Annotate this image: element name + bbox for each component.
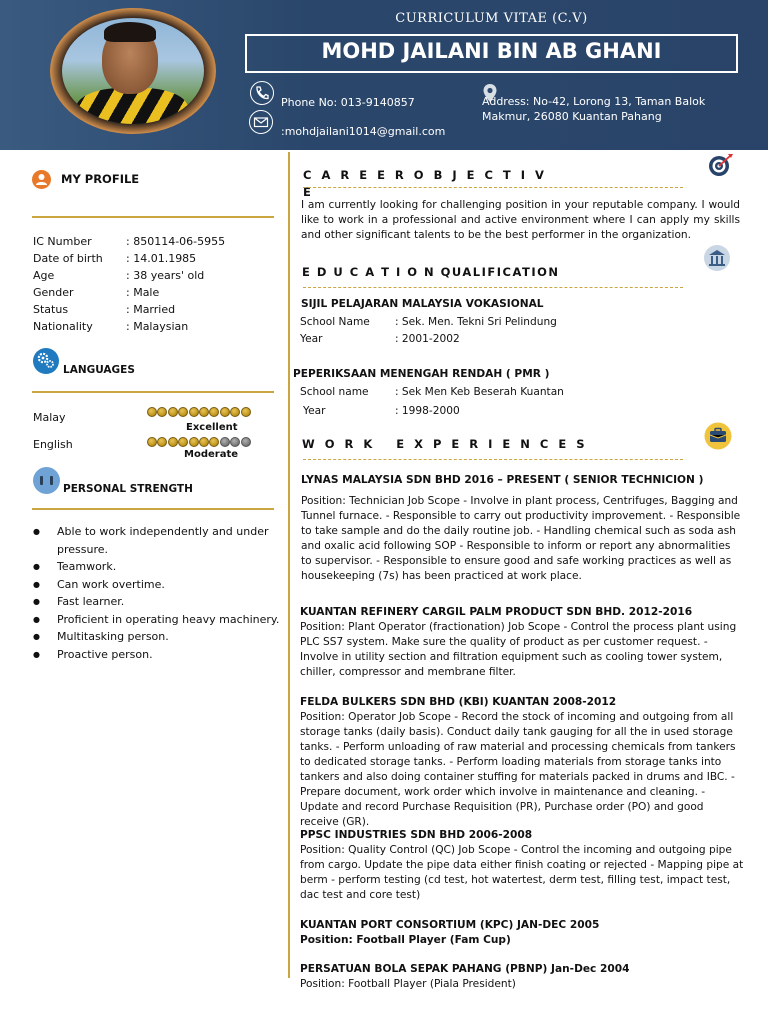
job-entry-3 bbox=[300, 695, 743, 830]
job-entry-5 bbox=[300, 918, 743, 948]
language-level-english: Moderate bbox=[184, 449, 239, 460]
rating-dot-filled bbox=[157, 407, 167, 417]
work-divider bbox=[303, 459, 683, 460]
work-title: W O R K E X P E R I E N C E S bbox=[302, 437, 588, 451]
strength-item: ● Teamwork. bbox=[33, 558, 283, 576]
rating-dot-empty bbox=[220, 437, 230, 447]
strength-item: ● Proactive person. bbox=[33, 646, 283, 664]
strength-title: PERSONAL STRENGTH bbox=[63, 483, 193, 495]
strength-icon bbox=[33, 467, 60, 494]
rating-dot-filled bbox=[189, 407, 199, 417]
photo-hair bbox=[104, 22, 156, 42]
profile-label: Status bbox=[33, 303, 69, 316]
target-icon bbox=[706, 152, 736, 178]
email-icon bbox=[249, 110, 273, 134]
email-address: :mohdjailani1014@gmail.com bbox=[281, 125, 446, 138]
rating-dot-filled bbox=[220, 407, 230, 417]
strength-item: ● Able to work independently and under pressure. bbox=[33, 523, 283, 558]
strength-list bbox=[33, 523, 283, 663]
education-heading-1: SIJIL PELAJARAN MALAYSIA VOKASIONAL bbox=[301, 298, 544, 310]
name-box bbox=[245, 34, 738, 73]
education-school-2: : Sek Men Keb Beserah Kuantan bbox=[395, 386, 564, 398]
education-year-2: : 1998-2000 bbox=[395, 405, 460, 417]
profile-value: : 38 years' old bbox=[126, 269, 205, 282]
strength-item: ● Multitasking person. bbox=[33, 628, 283, 646]
user-icon bbox=[32, 170, 51, 189]
profile-value: : Married bbox=[126, 303, 176, 316]
language-level-malay: Excellent bbox=[186, 422, 238, 433]
career-title-line1: C A R E E R O B J E C T I V bbox=[303, 168, 547, 182]
rating-dot-filled bbox=[199, 437, 209, 447]
job-body-4: Position: Quality Control (QC) Job Scope - Control the incoming and outgoing pipe from cargo. Update the pipe data either finish coating or rejected - Mapping pipe at berm - perform testing (cd test, hot watertest, derm test, filling test, impact test, dac test and core test) bbox=[300, 844, 744, 901]
education-title: E D U C A T I O N QUALIFICATION bbox=[302, 265, 560, 279]
briefcase-icon bbox=[703, 422, 733, 450]
profile-divider bbox=[32, 216, 274, 218]
job-title-6: PERSATUAN BOLA SEPAK PAHANG (PBNP) Jan-Dec 2004 bbox=[300, 963, 630, 975]
address-line-2: Makmur, 26080 Kuantan Pahang bbox=[482, 110, 662, 123]
rating-dot-filled bbox=[189, 437, 199, 447]
education-school-label-2: School name bbox=[300, 386, 369, 398]
education-year-1: : 2001-2002 bbox=[395, 333, 460, 345]
job-entry-4 bbox=[300, 828, 747, 903]
language-name-english: English bbox=[33, 438, 73, 451]
rating-dot-filled bbox=[178, 437, 188, 447]
profile-value: : Male bbox=[126, 286, 160, 299]
education-divider bbox=[303, 287, 683, 288]
institution-icon bbox=[703, 244, 731, 272]
strength-divider bbox=[32, 508, 274, 510]
job-entry-6 bbox=[300, 962, 743, 992]
gears-icon bbox=[33, 348, 59, 374]
job-body-1: Position: Technician Job Scope - Involve in plant process, Centrifuges, Bagging and Tunnel furnace. - Responsible to carry out productivity improvement. - Responsible to take sample and do the daily routine job. - Handling chemical such as soda ash and oxalic acid following SOP - Responsible to inform or report any abnormalities to supervisor. - Responsible to ensure good and safe working practices as well as housekeeping (7s) has been practiced at work place. bbox=[301, 495, 741, 582]
profile-label: Age bbox=[33, 269, 55, 282]
language-rating-english bbox=[147, 437, 251, 447]
profile-photo bbox=[62, 18, 204, 124]
job-title-3: FELDA BULKERS SDN BHD (KBI) KUANTAN 2008-2012 bbox=[300, 696, 617, 708]
education-heading-2: PEPERIKSAAN MENENGAH RENDAH ( PMR ) bbox=[293, 368, 550, 380]
cv-label: CURRICULUM VITAE (C.V) bbox=[395, 11, 588, 26]
column-divider bbox=[288, 152, 290, 978]
profile-title: MY PROFILE bbox=[61, 172, 140, 186]
language-rating-malay bbox=[147, 407, 251, 417]
phone-icon bbox=[250, 81, 274, 105]
job-title-5: KUANTAN PORT CONSORTIUM (KPC) JAN-DEC 2005 bbox=[300, 919, 600, 931]
profile-value: : 850114-06-5955 bbox=[126, 235, 226, 248]
job-title-2: KUANTAN REFINERY CARGIL PALM PRODUCT SDN BHD. 2012-2016 bbox=[300, 606, 693, 618]
education-year-label-1: Year bbox=[300, 333, 323, 345]
rating-dot-filled bbox=[199, 407, 209, 417]
rating-dot-filled bbox=[178, 407, 188, 417]
education-school-1: : Sek. Men. Tekni Sri Pelindung bbox=[395, 316, 557, 328]
languages-title: LANGUAGES bbox=[63, 364, 135, 376]
strength-item: ● Can work overtime. bbox=[33, 576, 283, 594]
rating-dot-filled bbox=[209, 437, 219, 447]
rating-dot-empty bbox=[230, 437, 240, 447]
rating-dot-empty bbox=[241, 437, 251, 447]
job-title-1: LYNAS MALAYSIA SDN BHD 2016 – PRESENT ( SENIOR TECHNICION ) bbox=[301, 474, 704, 486]
job-entry-1 bbox=[301, 473, 744, 584]
candidate-name: MOHD JAILANI BIN AB GHANI bbox=[321, 39, 662, 63]
job-body-6: Position: Football Player (Piala President) bbox=[300, 978, 516, 990]
language-name-malay: Malay bbox=[33, 411, 66, 424]
profile-label: Date of birth bbox=[33, 252, 103, 265]
job-body-2: Position: Plant Operator (fractionation) Job Scope - Control the process plant using PLC SS7 system. Make sure the quality of product as per customer request. - Involve in utility section and filtration equipment such as cooling tower system, chiller, compressor and membrane filter. bbox=[300, 621, 737, 678]
rating-dot-filled bbox=[157, 437, 167, 447]
rating-dot-filled bbox=[168, 407, 178, 417]
profile-value: : 14.01.1985 bbox=[126, 252, 197, 265]
rating-dot-filled bbox=[230, 407, 240, 417]
rating-dot-filled bbox=[209, 407, 219, 417]
profile-label: Nationality bbox=[33, 320, 93, 333]
languages-divider bbox=[32, 391, 274, 393]
career-objective-text: I am currently looking for challenging position in your reputable company. I would like to work in a professional and active environment where I can apply my skills and other significant talents to be the best performer in the organization. bbox=[301, 199, 740, 241]
rating-dot-filled bbox=[241, 407, 251, 417]
rating-dot-filled bbox=[168, 437, 178, 447]
address-line-1: Address: No-42, Lorong 13, Taman Balok bbox=[482, 95, 706, 108]
rating-dot-filled bbox=[147, 437, 157, 447]
career-divider bbox=[303, 187, 683, 188]
education-school-label-1: School Name bbox=[300, 316, 370, 328]
job-title-4: PPSC INDUSTRIES SDN BHD 2006-2008 bbox=[300, 829, 533, 841]
profile-value: : Malaysian bbox=[126, 320, 189, 333]
strength-item: ● Proficient in operating heavy machinery. bbox=[33, 611, 283, 629]
job-body-5: Position: Football Player (Fam Cup) bbox=[300, 934, 511, 946]
phone-number: Phone No: 013-9140857 bbox=[281, 96, 415, 109]
job-entry-2 bbox=[300, 605, 743, 680]
strength-item: ● Fast learner. bbox=[33, 593, 283, 611]
profile-label: IC Number bbox=[33, 235, 92, 248]
job-body-3: Position: Operator Job Scope - Record the stock of incoming and outgoing from all storage tanks (daily basis). Conduct daily tank gauging for all the in used storage tanks. - Perform unloading of raw material and processing chemicals from tankers to dedicated storage tanks. - Perform loading materials from storage tanks into tankers and also doing container stuffing for materials packed in drums and IBC. - Prepare document, work order which involve in maintenance and cleaning. - Update and record Purchase Requisition (PR), Purchase order (PO) and good receive (GR). bbox=[300, 711, 736, 828]
profile-label: Gender bbox=[33, 286, 74, 299]
rating-dot-filled bbox=[147, 407, 157, 417]
career-title-line2: E bbox=[303, 185, 314, 199]
education-year-label-2: Year bbox=[303, 405, 326, 417]
